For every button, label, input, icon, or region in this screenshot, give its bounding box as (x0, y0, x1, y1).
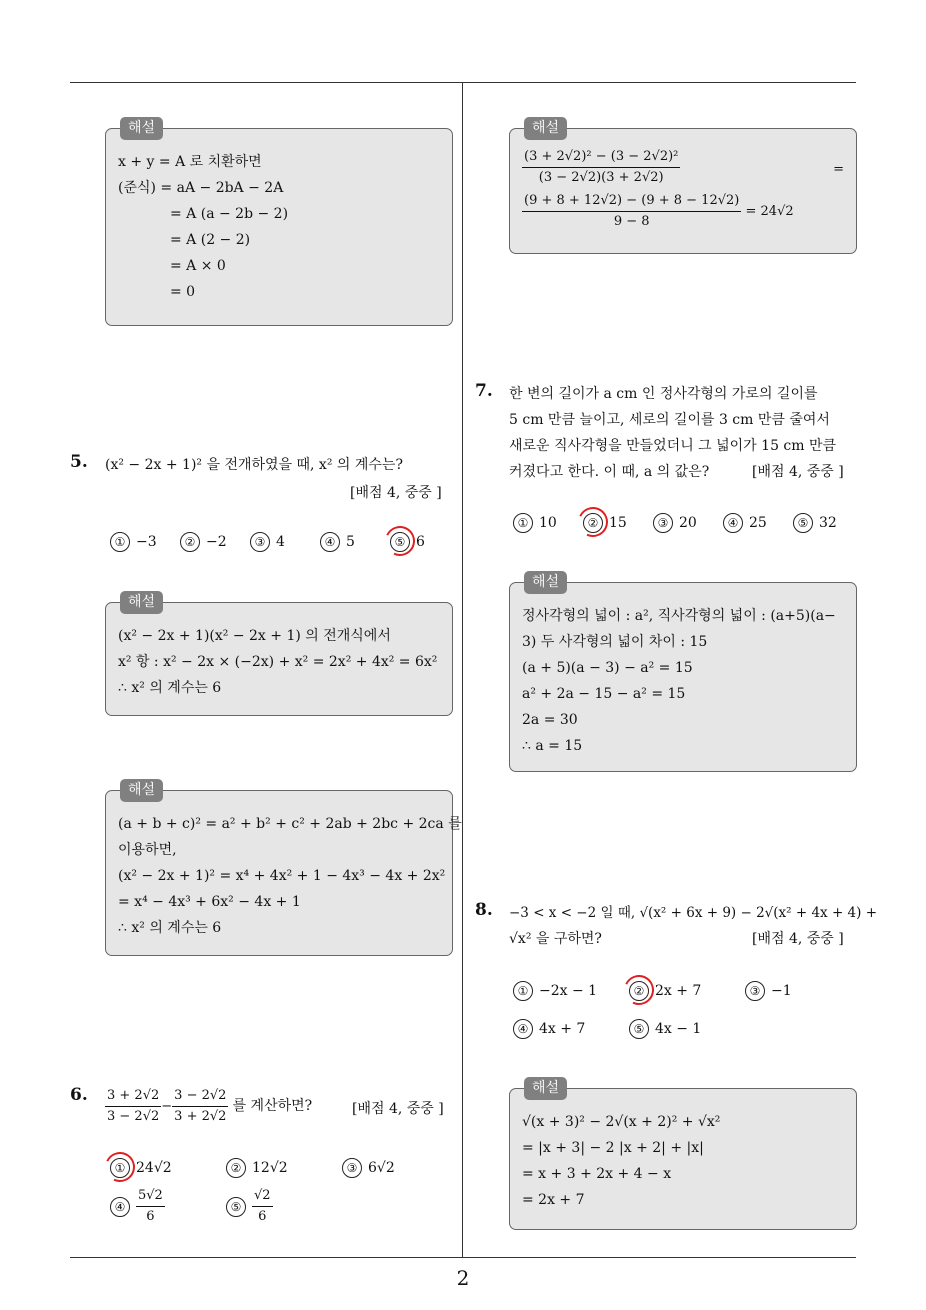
solution-line: = A (a − 2b − 2) (170, 206, 289, 222)
question-6-meta: [배점 4, 중중 ] (352, 1101, 444, 1117)
solution-line: (a + 5)(a − 3) − a² = 15 (522, 660, 693, 676)
choice-marker: ③ (250, 532, 270, 552)
top-rule (70, 82, 856, 83)
solution-box-c (105, 782, 462, 956)
choice-3[interactable]: ③ 4 (250, 532, 285, 552)
fraction: $\frac{3 + 2√2}{3 - 2√2}$ (107, 1088, 160, 1124)
fraction: $\frac{(9 + 8 + 12√2) - (9 + 8 - 12√2)}{9 - 8}$ (524, 193, 740, 229)
solution-line: 3) 두 사각형의 넓이 차이 : 15 (522, 634, 708, 650)
choice-marker: ④ (723, 513, 743, 533)
choice-marker: ④ (320, 532, 340, 552)
solution-line: ∴ x² 의 계수는 6 (118, 920, 222, 936)
solution-line: = |x + 3| − 2 |x + 2| + |x| (522, 1140, 704, 1156)
question-7-meta: [배점 4, 중중 ] (752, 464, 844, 480)
choice-5[interactable]: ⑤ 32 (793, 513, 837, 533)
question-5-text: (x² − 2x + 1)² 을 전개하였을 때, x² 의 계수는? (105, 457, 403, 473)
choice-4[interactable]: ④ 5 (320, 532, 355, 552)
choice-marker: ④ (513, 1019, 533, 1039)
answer-circle-mark (620, 971, 658, 1009)
choice-marker: ② (180, 532, 200, 552)
solution-tag: 해설 (120, 591, 163, 614)
choice-5[interactable]: ⑤ 4x − 1 (629, 1019, 701, 1039)
choice-marker: ⑤ (793, 513, 813, 533)
question-number-8: 8. (475, 900, 493, 920)
solution-line: ∴ a = 15 (522, 738, 583, 754)
choice-marker: ③ (653, 513, 673, 533)
solution-box-e (509, 574, 857, 772)
question-number-6: 6. (70, 1085, 88, 1105)
solution-line: = 2x + 7 (522, 1192, 585, 1208)
solution-tag: 해설 (524, 117, 567, 140)
solution-line: (x² − 2x + 1)(x² − 2x + 1) 의 전개식에서 (118, 628, 391, 644)
choice-1[interactable]: ① 24√2 (110, 1158, 172, 1178)
question-6-text: $\frac{3 + 2√2}{3 - 2√2}$ − $\frac{3 - 2√2}{3 + 2√2}$ 를 계산하면? (105, 1086, 312, 1127)
choice-2[interactable]: ② 15 (583, 513, 627, 533)
solution-tag: 해설 (524, 1077, 567, 1100)
solution-line: = x⁴ − 4x³ + 6x² − 4x + 1 (118, 894, 301, 910)
choice-1[interactable]: ① −3 (110, 532, 157, 552)
solution-line: = A (2 − 2) (170, 232, 251, 248)
solution-box-d (509, 120, 857, 254)
choice-2[interactable]: ② 2x + 7 (629, 981, 701, 1001)
solution-line: = A × 0 (170, 258, 226, 274)
solution-box-b (105, 594, 453, 716)
solution-line: 정사각형의 넓이 : a², 직사각형의 넓이 : (a+5)(a− (522, 608, 836, 624)
solution-line: √(x + 3)² − 2√(x + 2)² + √x² (522, 1114, 721, 1130)
choice-marker: ① (513, 981, 533, 1001)
solution-line: $\frac{(9 + 8 + 12√2) - (9 + 8 - 12√2)}{9 - 8}$ = 24√2 (522, 191, 844, 235)
column-divider (462, 83, 463, 1257)
solution-line: (준식) = aA − 2bA − 2A (118, 180, 284, 196)
choice-3[interactable]: ③ −1 (745, 981, 792, 1001)
fraction: $\frac{\text{(3 + 2√2)² − (3 − 2√2)²}}{(3 - 2√2)(3 + 2√2)}$ (524, 149, 679, 185)
solution-line: (a + b + c)² = a² + b² + c² + 2ab + 2bc + 2ca 를 (118, 816, 462, 832)
answer-circle-mark (574, 503, 612, 541)
choice-marker: ⑤ (226, 1197, 246, 1217)
question-number-5: 5. (70, 452, 88, 472)
choice-marker: ② (226, 1158, 246, 1178)
choice-3[interactable]: ③ 20 (653, 513, 697, 533)
solution-line: 2a = 30 (522, 712, 578, 728)
choice-1[interactable]: ① 10 (513, 513, 557, 533)
choice-2[interactable]: ② 12√2 (226, 1158, 288, 1178)
solution-line: (x² − 2x + 1)² = x⁴ + 4x² + 1 − 4x³ − 4x + 2x² (118, 868, 446, 884)
solution-tag: 해설 (524, 571, 567, 594)
choice-marker: ② (583, 513, 603, 533)
choice-marker: ③ (745, 981, 765, 1001)
solution-line: x² 항 : x² − 2x × (−2x) + x² = 2x² + 4x² = 6x² (118, 654, 438, 670)
choice-marker: ① (513, 513, 533, 533)
solution-line: = 0 (170, 284, 196, 300)
question-number-7: 7. (475, 381, 493, 401)
solution-tag: 해설 (120, 779, 163, 802)
question-8-meta: [배점 4, 중중 ] (752, 931, 844, 947)
choice-3[interactable]: ③ 6√2 (342, 1158, 395, 1178)
solution-line: 이용하면, (118, 842, 177, 858)
solution-box-a (105, 120, 453, 326)
choice-4[interactable]: ④ $\frac{5√2}{6}$ (110, 1186, 165, 1227)
choice-2[interactable]: ② −2 (180, 532, 227, 552)
solution-line: = x + 3 + 2x + 4 − x (522, 1166, 672, 1182)
choice-marker: ② (629, 981, 649, 1001)
question-7-text: 한 변의 길이가 a cm 인 정사각형의 가로의 길이를 5 cm 만큼 늘이고, 세로의 길이를 3 cm 만큼 줄여서 새로운 직사각형을 만들었더니 그 넓이가 15 cm 만큼 커졌다고 한다. 이 때, a 의 값은? (509, 386, 837, 480)
solution-line: x + y = A 로 치환하면 (118, 154, 262, 170)
page-number: 2 (456, 1266, 470, 1290)
solution-tag: 해설 (120, 117, 163, 140)
question-8-text: −3 < x < −2 일 때, √(x² + 6x + 9) − 2√(x² + 4x + 4) + √x² 을 구하면? (509, 905, 878, 947)
answer-circle-mark (101, 1148, 139, 1186)
choice-marker: ⑤ (390, 532, 410, 552)
choice-4[interactable]: ④ 4x + 7 (513, 1019, 585, 1039)
solution-line: ∴ x² 의 계수는 6 (118, 680, 222, 696)
choice-1[interactable]: ① −2x − 1 (513, 981, 597, 1001)
solution-box-f (509, 1080, 857, 1230)
choice-marker: ⑤ (629, 1019, 649, 1039)
solution-line: $\frac{\text{(3 + 2√2)² − (3 − 2√2)²}}{(3 - 2√2)(3 + 2√2)}$ = (522, 147, 844, 191)
choice-marker: ③ (342, 1158, 362, 1178)
choice-marker: ① (110, 532, 130, 552)
fraction: $\frac{3 - 2√2}{3 + 2√2}$ (174, 1088, 227, 1124)
solution-line: a² + 2a − 15 − a² = 15 (522, 686, 686, 702)
bottom-rule (70, 1257, 856, 1258)
answer-circle-mark (381, 522, 419, 560)
choice-marker: ① (110, 1158, 130, 1178)
question-5-meta: [배점 4, 중중 ] (350, 485, 442, 501)
choice-5[interactable]: ⑤ 6 (390, 532, 425, 552)
choice-4[interactable]: ④ 25 (723, 513, 767, 533)
choice-marker: ④ (110, 1197, 130, 1217)
choice-5[interactable]: ⑤ $\frac{√2}{6}$ (226, 1186, 273, 1227)
